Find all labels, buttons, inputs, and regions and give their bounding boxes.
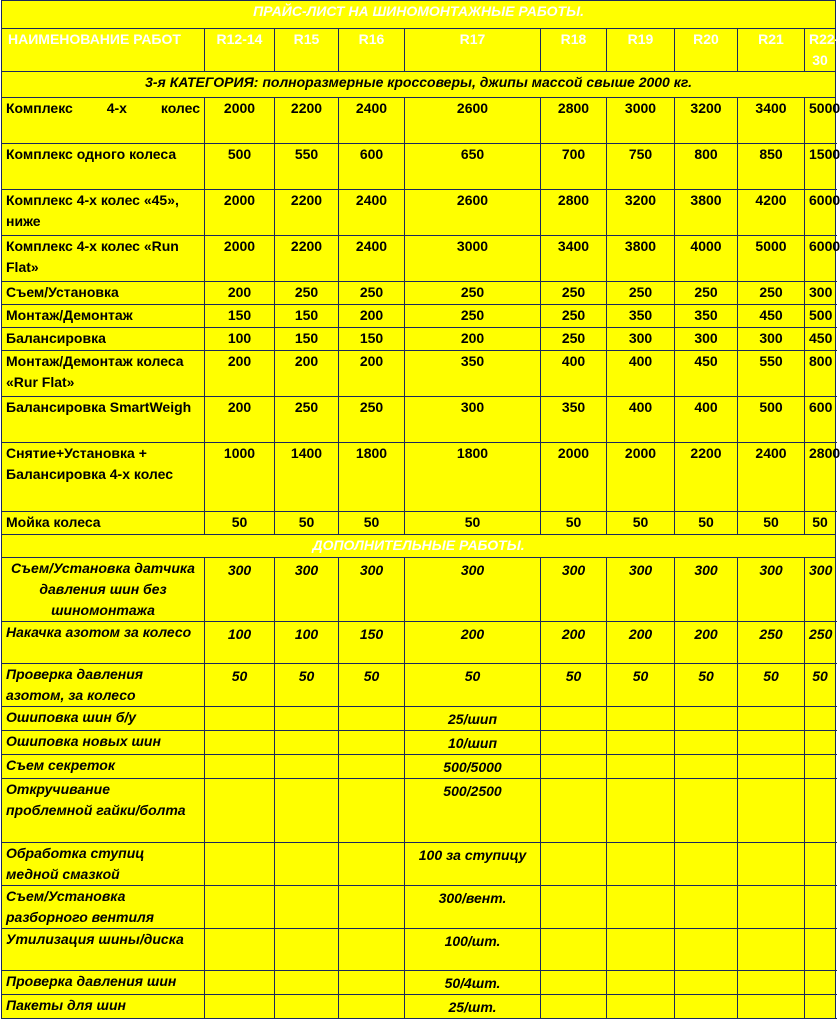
price-r20: 800 — [675, 144, 738, 190]
price-r19: 50 — [607, 664, 675, 707]
price-r15: 2200 — [275, 236, 339, 282]
header-size-r21: R21 — [738, 29, 805, 72]
empty-cell — [607, 995, 675, 1019]
empty-cell — [675, 995, 738, 1019]
empty-cell — [607, 929, 675, 971]
price-r21: 2400 — [738, 443, 805, 512]
service-name: Снятие+Установка + Балансировка 4-х колес — [2, 443, 205, 512]
empty-cell — [275, 779, 339, 843]
empty-cell — [205, 779, 275, 843]
price-r17: 350 — [405, 351, 541, 397]
price-r22-30: 500 — [805, 305, 836, 328]
price-r16: 50 — [339, 512, 405, 535]
price-r19: 300 — [607, 558, 675, 622]
price-r16: 2400 — [339, 190, 405, 236]
price-r17: 50 — [405, 664, 541, 707]
empty-cell — [805, 755, 836, 779]
empty-cell — [275, 731, 339, 755]
price-r17: 2600 — [405, 190, 541, 236]
empty-cell — [205, 755, 275, 779]
flat-price-row — [2, 971, 836, 995]
flat-price-row — [2, 707, 836, 731]
empty-cell — [339, 707, 405, 731]
empty-cell — [541, 755, 607, 779]
price-r12-14: 200 — [205, 351, 275, 397]
price-r18: 700 — [541, 144, 607, 190]
price-r19: 3200 — [607, 190, 675, 236]
empty-cell — [275, 707, 339, 731]
service-row — [2, 512, 836, 535]
category-row — [2, 72, 836, 98]
header-name-column: НАИМЕНОВАНИЕ РАБОТ — [2, 29, 205, 72]
service-row — [2, 443, 836, 512]
empty-cell — [607, 886, 675, 929]
flat-price: 100 за ступицу — [405, 843, 541, 886]
header-size-r22-30: R22-30 — [805, 29, 836, 72]
empty-cell — [675, 929, 738, 971]
flat-price-row — [2, 843, 836, 886]
service-name: Съем/Установка разборного вентиля — [2, 886, 205, 929]
price-r15: 150 — [275, 328, 339, 351]
price-r22-30: 1500 — [805, 144, 836, 190]
empty-cell — [805, 971, 836, 995]
price-r19: 50 — [607, 512, 675, 535]
price-r19: 2000 — [607, 443, 675, 512]
price-r19: 400 — [607, 397, 675, 443]
price-r21: 50 — [738, 664, 805, 707]
price-r12-14: 50 — [205, 664, 275, 707]
price-r16: 1800 — [339, 443, 405, 512]
service-row — [2, 328, 836, 351]
price-r17: 250 — [405, 282, 541, 305]
service-name: Комплекс 4-х колес «Run Flat» — [2, 236, 205, 282]
price-r12-14: 100 — [205, 622, 275, 664]
price-r17: 1800 — [405, 443, 541, 512]
service-row — [2, 397, 836, 443]
service-name: Съем/Установка — [2, 282, 205, 305]
price-r20: 300 — [675, 558, 738, 622]
price-r15: 50 — [275, 512, 339, 535]
price-r22-30: 300 — [805, 282, 836, 305]
service-row — [2, 351, 836, 397]
price-r18: 250 — [541, 328, 607, 351]
price-r18: 50 — [541, 512, 607, 535]
header-size-r18: R18 — [541, 29, 607, 72]
title-row — [2, 1, 836, 29]
price-r17: 3000 — [405, 236, 541, 282]
empty-cell — [805, 995, 836, 1019]
price-list-body — [2, 1, 840, 1019]
empty-cell — [339, 929, 405, 971]
service-row — [2, 98, 836, 144]
empty-cell — [805, 731, 836, 755]
empty-cell — [607, 971, 675, 995]
empty-cell — [607, 707, 675, 731]
empty-cell — [675, 731, 738, 755]
empty-cell — [738, 971, 805, 995]
price-r12-14: 1000 — [205, 443, 275, 512]
empty-cell — [339, 843, 405, 886]
price-r22-30: 300 — [805, 558, 836, 622]
service-name: Балансировка — [2, 328, 205, 351]
empty-cell — [339, 995, 405, 1019]
price-r20: 50 — [675, 512, 738, 535]
price-r21: 300 — [738, 558, 805, 622]
price-r21: 250 — [738, 622, 805, 664]
empty-cell — [738, 755, 805, 779]
price-r20: 400 — [675, 397, 738, 443]
empty-cell — [607, 779, 675, 843]
empty-cell — [275, 929, 339, 971]
price-r20: 350 — [675, 305, 738, 328]
price-r18: 400 — [541, 351, 607, 397]
flat-price-row — [2, 731, 836, 755]
empty-cell — [805, 707, 836, 731]
price-r15: 2200 — [275, 98, 339, 144]
empty-cell — [205, 929, 275, 971]
price-r22-30: 250 — [805, 622, 836, 664]
price-list-table — [1, 0, 840, 1019]
price-r20: 250 — [675, 282, 738, 305]
price-r18: 50 — [541, 664, 607, 707]
service-name: Комплекс 4-х колес «45», ниже — [2, 190, 205, 236]
price-r18: 300 — [541, 558, 607, 622]
service-name: Балансировка SmartWeigh — [2, 397, 205, 443]
empty-cell — [205, 971, 275, 995]
price-r21: 850 — [738, 144, 805, 190]
additional-section-row — [2, 535, 836, 558]
service-name: Утилизация шины/диска — [2, 929, 205, 971]
price-r22-30: 600 — [805, 397, 836, 443]
flat-price: 300/вент. — [405, 886, 541, 929]
price-r19: 300 — [607, 328, 675, 351]
price-r18: 2000 — [541, 443, 607, 512]
empty-cell — [805, 886, 836, 929]
empty-cell — [541, 995, 607, 1019]
price-r16: 2400 — [339, 236, 405, 282]
category-title: 3-я КАТЕГОРИЯ: полноразмерные кроссоверы, джипы массой свыше 2000 кг. — [2, 72, 836, 98]
flat-price-row — [2, 755, 836, 779]
price-r18: 350 — [541, 397, 607, 443]
price-r21: 3400 — [738, 98, 805, 144]
flat-price: 25/шип — [405, 707, 541, 731]
empty-cell — [205, 731, 275, 755]
empty-cell — [205, 843, 275, 886]
flat-price-row — [2, 886, 836, 929]
empty-cell — [738, 843, 805, 886]
price-r19: 3000 — [607, 98, 675, 144]
price-r19: 350 — [607, 305, 675, 328]
flat-price: 500/5000 — [405, 755, 541, 779]
empty-cell — [675, 843, 738, 886]
price-r16: 2400 — [339, 98, 405, 144]
service-name: Съем/Установка датчика давления шин без шиномонтажа — [2, 558, 205, 622]
flat-price: 25/шт. — [405, 995, 541, 1019]
price-r20: 200 — [675, 622, 738, 664]
price-r21: 450 — [738, 305, 805, 328]
price-r15: 1400 — [275, 443, 339, 512]
price-r12-14: 2000 — [205, 236, 275, 282]
price-r22-30: 6000 — [805, 236, 836, 282]
service-name: Пакеты для шин — [2, 995, 205, 1019]
header-size-r15: R15 — [275, 29, 339, 72]
flat-price-row — [2, 995, 836, 1019]
price-r19: 250 — [607, 282, 675, 305]
header-size-r19: R19 — [607, 29, 675, 72]
empty-cell — [738, 995, 805, 1019]
price-r16: 250 — [339, 397, 405, 443]
empty-cell — [339, 779, 405, 843]
empty-cell — [275, 755, 339, 779]
price-r12-14: 200 — [205, 397, 275, 443]
price-r15: 300 — [275, 558, 339, 622]
service-name: Обработка ступиц медной смазкой — [2, 843, 205, 886]
header-row — [2, 29, 836, 72]
price-r16: 150 — [339, 622, 405, 664]
price-r15: 200 — [275, 351, 339, 397]
price-r17: 200 — [405, 622, 541, 664]
price-r19: 200 — [607, 622, 675, 664]
price-r16: 50 — [339, 664, 405, 707]
empty-cell — [541, 843, 607, 886]
empty-cell — [275, 995, 339, 1019]
empty-cell — [675, 886, 738, 929]
price-r12-14: 200 — [205, 282, 275, 305]
price-r20: 3200 — [675, 98, 738, 144]
service-name: Проверка давления азотом, за колесо — [2, 664, 205, 707]
price-r18: 3400 — [541, 236, 607, 282]
service-name: Накачка азотом за колесо — [2, 622, 205, 664]
price-r21: 500 — [738, 397, 805, 443]
price-r22-30: 5000 — [805, 98, 836, 144]
service-name: Съем секреток — [2, 755, 205, 779]
page-title: ПРАЙС-ЛИСТ НА ШИНОМОНТАЖНЫЕ РАБОТЫ. — [2, 1, 836, 29]
empty-cell — [675, 779, 738, 843]
empty-cell — [541, 707, 607, 731]
price-r20: 2200 — [675, 443, 738, 512]
service-name: Комплекс одного колеса — [2, 144, 205, 190]
service-row — [2, 282, 836, 305]
header-size-r16: R16 — [339, 29, 405, 72]
header-size-r20: R20 — [675, 29, 738, 72]
price-r15: 550 — [275, 144, 339, 190]
service-row — [2, 236, 836, 282]
empty-cell — [607, 731, 675, 755]
price-r16: 300 — [339, 558, 405, 622]
price-r20: 50 — [675, 664, 738, 707]
empty-cell — [339, 886, 405, 929]
price-r21: 250 — [738, 282, 805, 305]
service-name: Мойка колеса — [2, 512, 205, 535]
flat-price-row — [2, 929, 836, 971]
additional-service-row — [2, 558, 836, 622]
price-r16: 250 — [339, 282, 405, 305]
price-r18: 2800 — [541, 98, 607, 144]
price-r17: 2600 — [405, 98, 541, 144]
price-r17: 250 — [405, 305, 541, 328]
price-r18: 2800 — [541, 190, 607, 236]
price-r19: 750 — [607, 144, 675, 190]
empty-cell — [805, 843, 836, 886]
price-r18: 250 — [541, 305, 607, 328]
price-r21: 50 — [738, 512, 805, 535]
price-r22-30: 6000 — [805, 190, 836, 236]
service-row — [2, 144, 836, 190]
price-r17: 200 — [405, 328, 541, 351]
flat-price: 10/шип — [405, 731, 541, 755]
empty-cell — [805, 779, 836, 843]
empty-cell — [805, 929, 836, 971]
price-r15: 2200 — [275, 190, 339, 236]
price-r17: 650 — [405, 144, 541, 190]
additional-service-row — [2, 664, 836, 707]
price-r20: 3800 — [675, 190, 738, 236]
price-r22-30: 2800 — [805, 443, 836, 512]
header-size-r12-14: R12-14 — [205, 29, 275, 72]
price-r19: 400 — [607, 351, 675, 397]
price-r17: 50 — [405, 512, 541, 535]
flat-price: 500/2500 — [405, 779, 541, 843]
empty-cell — [541, 779, 607, 843]
empty-cell — [339, 755, 405, 779]
empty-cell — [275, 886, 339, 929]
empty-cell — [675, 755, 738, 779]
flat-price-row — [2, 779, 836, 843]
service-name: Откручивание проблемной гайки/болта — [2, 779, 205, 843]
price-r20: 4000 — [675, 236, 738, 282]
price-r22-30: 50 — [805, 512, 836, 535]
service-name: Комплекс 4-х колес — [2, 98, 205, 144]
empty-cell — [675, 707, 738, 731]
empty-cell — [607, 755, 675, 779]
price-r12-14: 50 — [205, 512, 275, 535]
service-row — [2, 190, 836, 236]
flat-price: 100/шт. — [405, 929, 541, 971]
empty-cell — [541, 971, 607, 995]
service-name: Проверка давления шин — [2, 971, 205, 995]
service-name: Монтаж/Демонтаж — [2, 305, 205, 328]
flat-price: 50/4шт. — [405, 971, 541, 995]
price-r16: 200 — [339, 305, 405, 328]
price-r20: 450 — [675, 351, 738, 397]
price-r15: 100 — [275, 622, 339, 664]
service-name: Монтаж/Демонтаж колеса «Rur Flat» — [2, 351, 205, 397]
empty-cell — [541, 929, 607, 971]
price-r22-30: 450 — [805, 328, 836, 351]
price-r15: 150 — [275, 305, 339, 328]
price-r22-30: 800 — [805, 351, 836, 397]
price-r15: 50 — [275, 664, 339, 707]
header-size-r17: R17 — [405, 29, 541, 72]
empty-cell — [738, 886, 805, 929]
price-r15: 250 — [275, 282, 339, 305]
empty-cell — [339, 971, 405, 995]
price-r18: 200 — [541, 622, 607, 664]
price-r16: 200 — [339, 351, 405, 397]
price-r21: 300 — [738, 328, 805, 351]
service-row — [2, 305, 836, 328]
price-r21: 5000 — [738, 236, 805, 282]
price-r16: 150 — [339, 328, 405, 351]
empty-cell — [607, 843, 675, 886]
price-r20: 300 — [675, 328, 738, 351]
price-r12-14: 150 — [205, 305, 275, 328]
empty-cell — [541, 886, 607, 929]
price-r17: 300 — [405, 558, 541, 622]
price-r18: 250 — [541, 282, 607, 305]
empty-cell — [738, 929, 805, 971]
price-r12-14: 2000 — [205, 190, 275, 236]
price-r15: 250 — [275, 397, 339, 443]
empty-cell — [738, 731, 805, 755]
price-r12-14: 300 — [205, 558, 275, 622]
additional-service-row — [2, 622, 836, 664]
empty-cell — [675, 971, 738, 995]
empty-cell — [205, 707, 275, 731]
empty-cell — [339, 731, 405, 755]
price-r12-14: 100 — [205, 328, 275, 351]
additional-section-title: ДОПОЛНИТЕЛЬНЫЕ РАБОТЫ. — [2, 535, 836, 558]
service-name: Ошиповка шин б/у — [2, 707, 205, 731]
price-r21: 4200 — [738, 190, 805, 236]
price-r16: 600 — [339, 144, 405, 190]
empty-cell — [205, 886, 275, 929]
empty-cell — [275, 971, 339, 995]
empty-cell — [738, 707, 805, 731]
price-r17: 300 — [405, 397, 541, 443]
price-r22-30: 50 — [805, 664, 836, 707]
empty-cell — [275, 843, 339, 886]
empty-cell — [205, 995, 275, 1019]
price-r21: 550 — [738, 351, 805, 397]
service-name: Ошиповка новых шин — [2, 731, 205, 755]
price-r19: 3800 — [607, 236, 675, 282]
empty-cell — [541, 731, 607, 755]
price-r12-14: 500 — [205, 144, 275, 190]
empty-cell — [738, 779, 805, 843]
price-r12-14: 2000 — [205, 98, 275, 144]
